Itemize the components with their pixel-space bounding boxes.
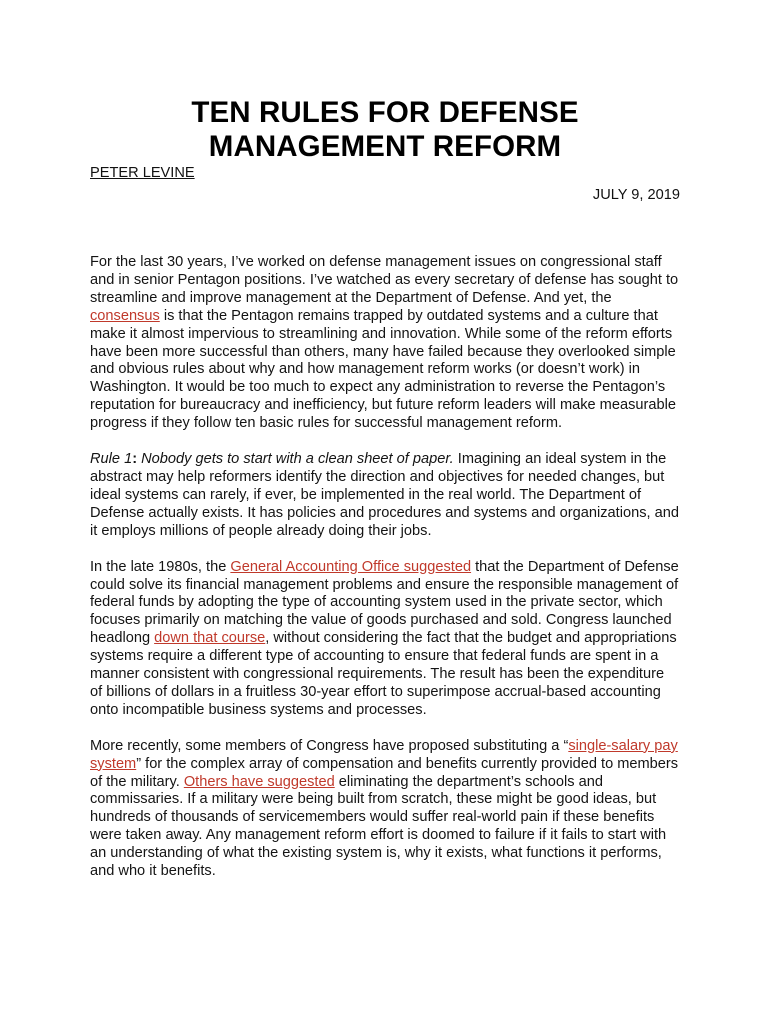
paragraph-text: Imagining an ideal system in the abstract may help reformers identify the direction and objectives for needed changes, but ideal systems can rarely, if ever, be implemented in the real world. The Department of Defense actually exists. It has policies and procedures and systems and organizations, and it employs millions of people already doing their jobs.	[90, 451, 679, 539]
paragraph-text: is that the Pentagon remains trapped by outdated systems and a culture that make it almost impervious to streamlining and innovation. While some of the reform efforts have been more successful than others, many have failed because they overlooked simple and obvious rules about why and how management reform works (or doesn’t work) in Washington. It would be too much to expect any administration to reverse the Pentagon’s reputation for bureaucracy and inefficiency, but future reform leaders will make measurable progress if they follow ten basic rules for successful management reform.	[90, 307, 676, 432]
title-line-1: TEN RULES FOR DEFENSE	[191, 96, 579, 129]
paragraph-text: For the last 30 years, I’ve worked on defense management issues on congressional staff and in senior Pentagon positions. I’ve watched as every secretary of defense has sought to streamline and improve management at the Department of Defense. And yet, the	[90, 254, 679, 306]
title-line-2: MANAGEMENT REFORM	[208, 130, 562, 163]
article	[90, 96, 680, 899]
article-body	[90, 254, 680, 881]
link-single-salary-pay-system[interactable]: single-salary pay system	[90, 737, 678, 772]
paragraph-text: More recently, some members of Congress have proposed substituting a “	[90, 737, 569, 754]
paragraph-text: eliminating the department’s schools and commissaries. If a military were being built from scratch, these might be good ideas, but hundreds of thousands of servicemembers would suffer real-world pain if these benefits were taken away. Any management reform effort is doomed to failure if it fails to start with an understanding of what the existing system is, why it exists, what functions it performs, and who it benefits.	[90, 773, 667, 880]
paragraph-text: ” for the complex array of compensation and benefits currently provided to members of the military.	[90, 755, 679, 790]
article-title	[90, 96, 680, 164]
rule-title: Nobody gets to start with a clean sheet of paper.	[137, 451, 454, 468]
author-byline	[90, 164, 680, 182]
paragraph-intro	[90, 254, 680, 433]
paragraph-single-salary	[90, 738, 680, 881]
paragraph-text: , without considering the fact that the budget and appropriations systems require a different type of accounting to ensure that federal funds are spent in a manner consistent with congressional requirements. The result has been the expenditure of billions of dollars in a fruitless 30-year effort to superimpose accrual-based accounting onto incompatible business systems and processes.	[90, 630, 677, 718]
paragraph-text: that the Department of Defense could solve its financial management problems and ensure the responsible management of federal funds by adopting the type of accounting system used in the private sector, which focuses primarily on matching the value of goods purchased and sold. Congress launched headlong	[90, 558, 679, 647]
rule-colon: :	[132, 451, 138, 468]
paragraph-rule-1	[90, 451, 680, 541]
paragraph-text: In the late 1980s, the	[90, 558, 231, 575]
link-down-that-course[interactable]: down that course	[154, 630, 266, 647]
publish-date: JULY 9, 2019	[592, 187, 680, 203]
paragraph-gao	[90, 559, 680, 720]
link-gao-suggested[interactable]: General Accounting Office suggested	[230, 558, 472, 575]
author-link[interactable]: PETER LEVINE	[90, 165, 195, 181]
link-others-have-suggested[interactable]: Others have suggested	[183, 773, 335, 790]
rule-label: Rule 1	[90, 451, 133, 468]
link-consensus[interactable]: consensus	[90, 307, 160, 324]
